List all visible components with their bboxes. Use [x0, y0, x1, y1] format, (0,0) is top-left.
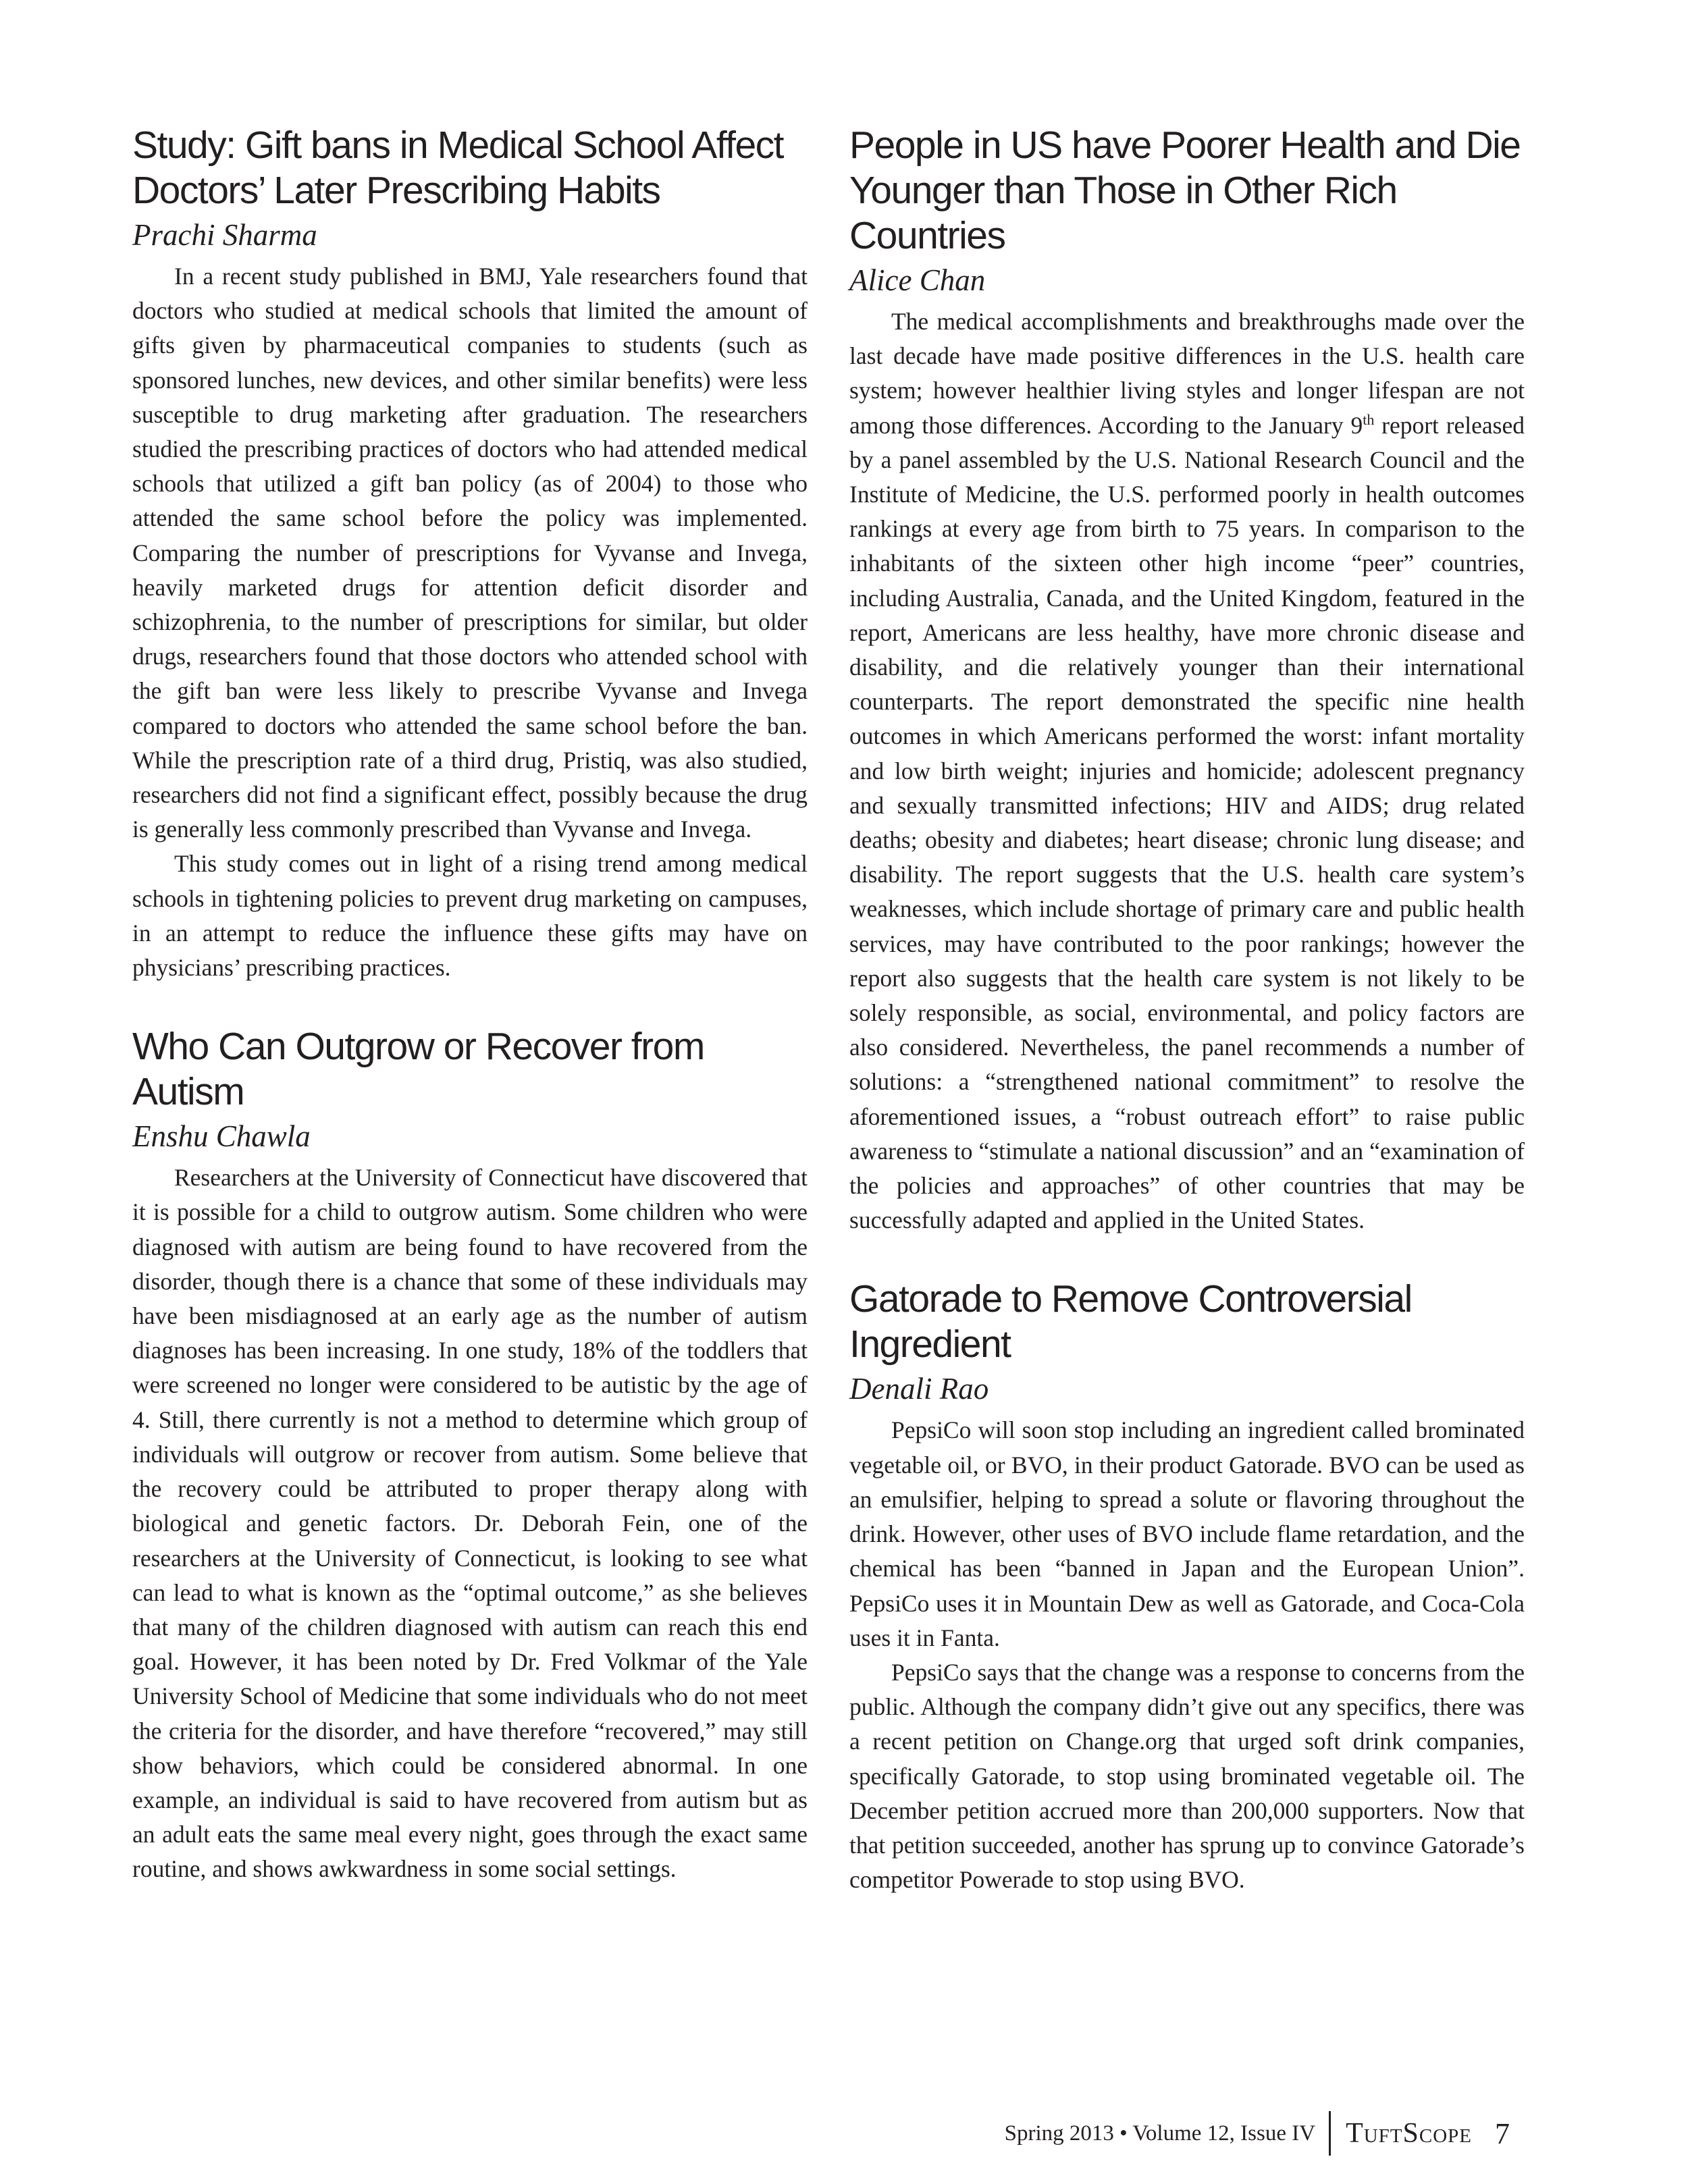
article-title-line-1: People in US have Poorer Health and Die — [849, 124, 1521, 167]
paragraph-text: The medical accomplishments and breakthroughs made over the last decade have made positive differences in the U.S. health care system; however healthier living styles and longer lifespan are not among those differences. According to the January 9 — [849, 308, 1525, 439]
article-title-line-2: Younger than Those in Other Rich Countries — [849, 169, 1397, 257]
article-gift-bans — [132, 123, 808, 985]
article-body — [132, 259, 808, 985]
article-author: Alice Chan — [849, 263, 986, 297]
article-title — [849, 123, 1525, 259]
article-paragraph — [849, 304, 1525, 1237]
article-paragraph: This study comes out in light of a rising trend among medical schools in tightening policies to prevent drug marketing on campuses, in an attempt to reduce the influence these gifts may have on physicians’ prescribing practices. — [132, 850, 808, 982]
article-author: Prachi Sharma — [132, 218, 317, 252]
article-autism — [132, 1024, 808, 1886]
page-footer — [1005, 2110, 1510, 2157]
right-column — [849, 123, 1525, 1897]
article-paragraph: Researchers at the University of Connecticut have discovered that it is possible for a child to outgrow autism. Some children who were diagnosed with autism are being found to have recovered from the disorder, though there is a chance that some of these individuals may have been misdiagnosed at an early age as the number of autism diagnoses has been increasing. In one study, 18% of the toddlers that were screened no longer were considered to be autistic by the age of 4. Still, there currently is not a method to determine which group of individuals will outgrow or recover from autism. Some believe that the recovery could be attributed to proper therapy along with biological and genetic factors. Dr. Deborah Fein, one of the researchers at the University of Connecticut, is looking to see what can lead to what is known as the “optimal outcome,” as she believes that many of the children diagnosed with autism can reach this end goal. However, it has been noted by Dr. Fred Volkmar of the Yale University School of Medicine that some individuals who do not meet the criteria for the disorder, and have therefore “recovered,” may still show behaviors, which could be considered abnormal. In one example, an individual is said to have recovered from autism but as an adult eats the same meal every night, goes through the exact same routine, and shows awkwardness in some social settings. — [132, 1164, 808, 1883]
publication-name: TuftScope — [1346, 2118, 1472, 2149]
ordinal-suffix: th — [1363, 410, 1375, 428]
article-body — [849, 1413, 1525, 1897]
article-title — [132, 123, 808, 213]
footer-divider — [1329, 2111, 1331, 2156]
article-body — [132, 1161, 808, 1886]
article-title-line-1: Study: Gift bans in Medical School Affect — [132, 124, 783, 167]
article-paragraph: In a recent study published in BMJ, Yale researchers found that doctors who studied at medical schools that limited the amount of gifts given by pharmaceutical companies to students (such as sponsored lunches, new devices, and other similar benefits) were less susceptible to drug marketing after graduation. The researchers studied the prescribing practices of doctors who had attended medical schools that utilized a gift ban policy (as of 2004) to those who attended the same school before the policy was implemented. Comparing the number of prescriptions for Vyvanse and Invega, heavily marketed drugs for attention deficit disorder and schizophrenia, to the number of prescriptions for similar, but older drugs, researchers found that those doctors who attended school with the gift ban were less likely to prescribe Vyvanse and Invega compared to doctors who attended the same school before the ban. While the prescription rate of a third drug, Pristiq, was also studied, researchers did not find a significant effect, possibly because the drug is generally less commonly prescribed than Vyvanse and Invega. — [132, 263, 808, 843]
paragraph-text: report released by a panel assembled by the U.S. National Research Council and the Institute of Medicine, the U.S. performed poorly in health outcomes rankings at every age from birth to 75 years. In comparison to the inhabitants of the sixteen other high income “peer” countries, including Australia, Canada, and the United Kingdom, featured in the report, Americans are less healthy, have more chronic disease and disability, and die relatively younger than their international counterparts. The report demonstrated the specific nine health outcomes in which Americans performed the worst: infant mortality and low birth weight; injuries and homicide; adolescent pregnancy and sexually transmitted infections; HIV and AIDS; drug related deaths; obesity and diabetes; heart disease; chronic lung disease; and disability. The report suggests that the U.S. health care system’s weaknesses, which include shortage of primary care and public health services, may have contributed to the poor rankings; however the report also suggests that the health care system is not likely to be solely responsible, as social, environmental, and policy factors are also considered. Nevertheless, the panel recommends a number of solutions: a “strengthened national commitment” to resolve the aforementioned issues, a “robust outreach effort” to raise public awareness to “stimulate a national discussion” and an “examination of the policies and approaches” of other countries that may be successfully adapted and applied in the United States. — [849, 411, 1525, 1234]
page-number: 7 — [1495, 2116, 1510, 2150]
article-author: Enshu Chawla — [132, 1119, 311, 1154]
article-title-line-2: Doctors’ Later Prescribing Habits — [132, 169, 660, 212]
article-body — [849, 304, 1525, 1237]
article-author: Denali Rao — [849, 1372, 989, 1406]
article-paragraph: PepsiCo will soon stop including an ingredient called brominated vegetable oil, or BVO, in their product Gatorade. BVO can be used as an emulsifier, helping to spread a solute or flavoring throughout the drink. However, other uses of BVO include flame retardation, and the chemical has been “banned in Japan and the European Union”. PepsiCo uses it in Mountain Dew as well as Gatorade, and Coca-Cola uses it in Fanta. — [849, 1416, 1525, 1651]
article-us-health — [849, 123, 1525, 1237]
article-gatorade — [849, 1277, 1525, 1897]
issue-info: Spring 2013 • Volume 12, Issue IV — [1004, 2121, 1316, 2146]
left-column — [132, 123, 808, 1887]
article-title: Gatorade to Remove Controversial Ingredient — [849, 1277, 1412, 1366]
article-paragraph: PepsiCo says that the change was a response to concerns from the public. Although the company didn’t give out any specifics, there was a recent petition on Change.org that urged soft drink companies, specifically Gatorade, to stop using brominated vegetable oil. The December petition accrued more than 200,000 supporters. Now that that petition succeeded, another has sprung up to convince Gatorade’s competitor Powerade to stop using BVO. — [849, 1658, 1525, 1894]
article-title: Who Can Outgrow or Recover from Autism — [132, 1025, 704, 1114]
